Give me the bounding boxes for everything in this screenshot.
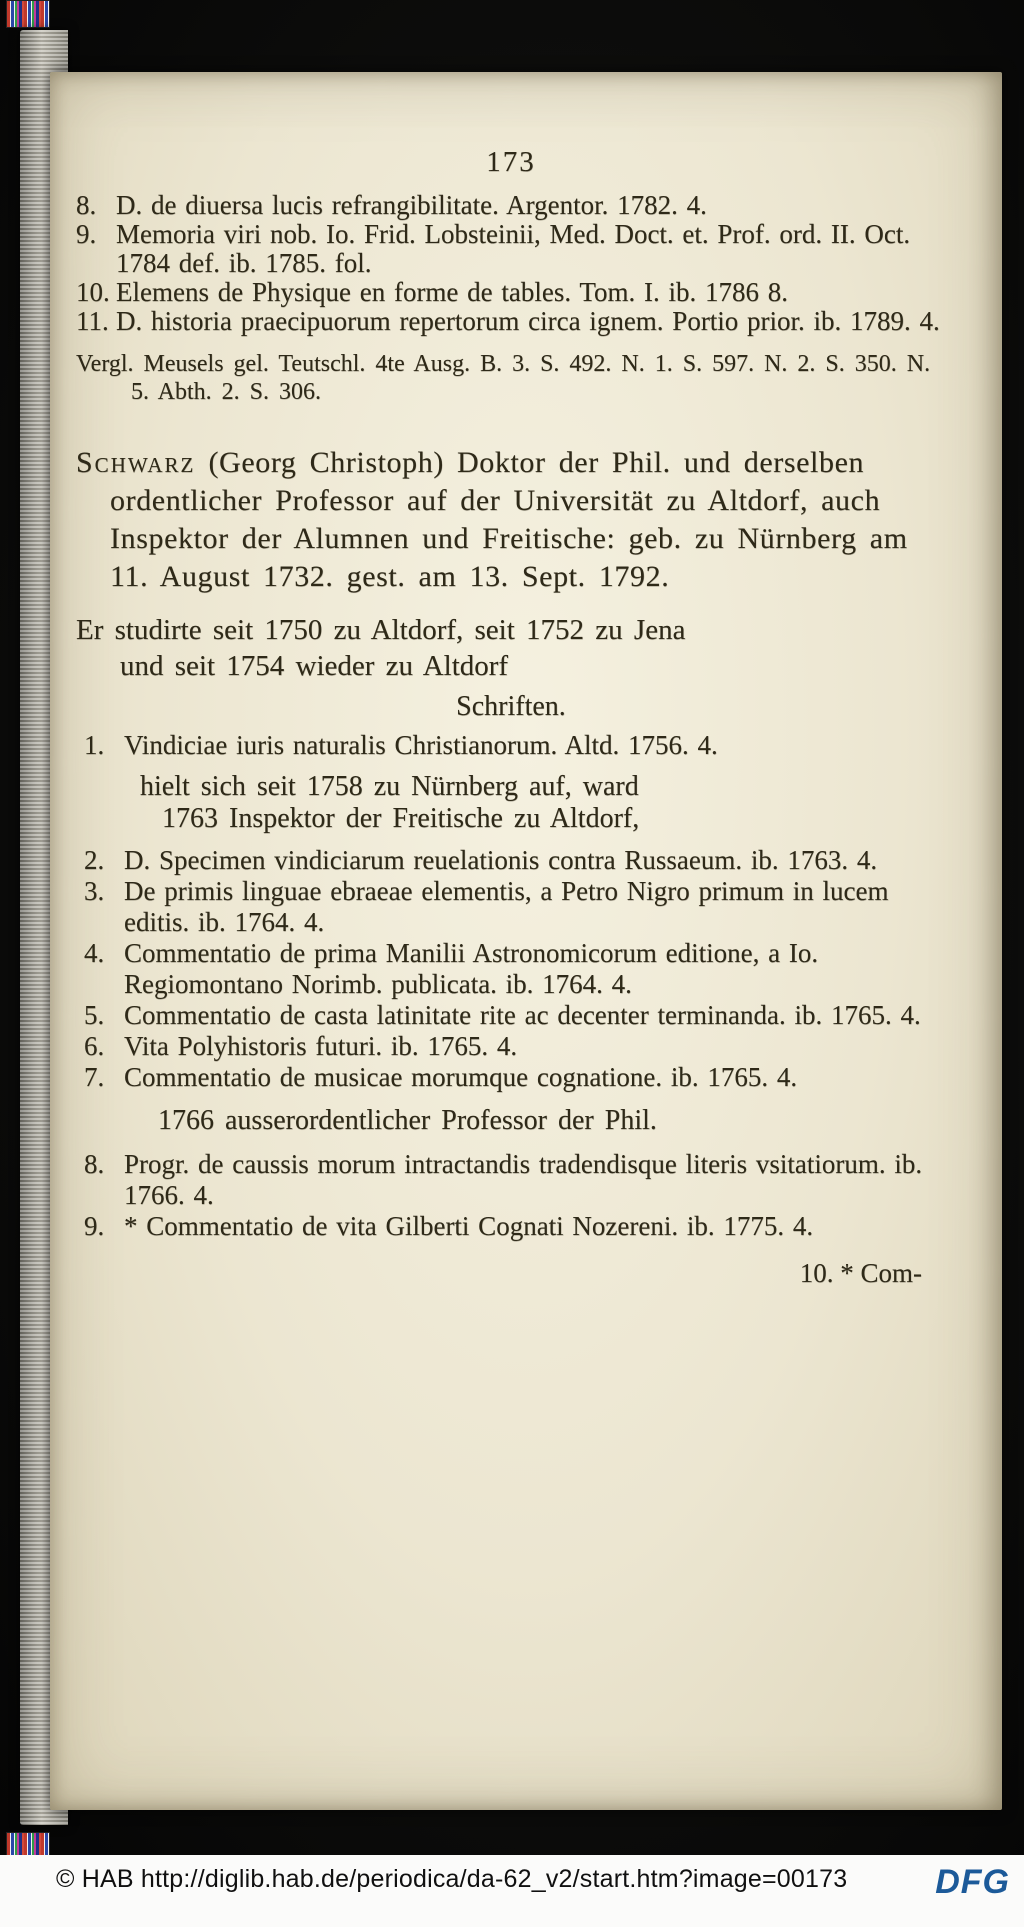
- entry-number: 11.: [76, 306, 109, 336]
- author-name: Schwarz: [76, 446, 196, 479]
- bibliography-entry: [76, 220, 946, 278]
- work-number: 8.: [84, 1149, 105, 1179]
- bibliography-entries-top: [76, 191, 946, 336]
- biography-inline-note-2: 1766 ausserordentlicher Professor der Phil.: [158, 1105, 657, 1136]
- work-entry: [84, 1062, 946, 1093]
- biography-line: und seit 1754 wieder zu Altdorf: [120, 650, 509, 682]
- biography-inline-note: [84, 771, 946, 835]
- dfg-logo: DFG: [935, 1863, 1010, 1901]
- biography: [76, 612, 946, 684]
- work-entry: [84, 1211, 946, 1242]
- scanned-page: [50, 72, 1002, 1810]
- inline-note-line: hielt sich seit 1758 zu Nürnberg auf, ward: [140, 771, 639, 802]
- work-entry: [84, 1031, 946, 1062]
- entry-text: D. de diuersa lucis refrangibilitate. Argentor. 1782. 4.: [116, 190, 707, 220]
- work-text: * Commentatio de vita Gilberti Cognati Nozereni. ib. 1775. 4.: [124, 1211, 814, 1241]
- copyright-text: © HAB http://diglib.hab.de/periodica/da-62_v2/start.htm?image=00173: [56, 1865, 848, 1893]
- work-text: Vindiciae iuris naturalis Christianorum. Altd. 1756. 4.: [124, 730, 718, 760]
- bibliography-entry: [76, 278, 946, 307]
- work-text: Commentatio de casta latinitate rite ac decenter terminanda. ib. 1765. 4.: [124, 1000, 921, 1030]
- entry-text: D. historia praecipuorum repertorum circa ignem. Portio prior. ib. 1789. 4.: [116, 306, 940, 336]
- entry-text: Memoria viri nob. Io. Frid. Lobsteinii, Med. Doct. et. Prof. ord. II. Oct. 1784 def. ib. 1785. fol.: [116, 219, 911, 278]
- entry-number: 10.: [76, 277, 110, 307]
- work-entry: [84, 1000, 946, 1031]
- work-number: 1.: [84, 730, 105, 760]
- bibliography-entry: [76, 191, 946, 220]
- cross-reference-note: Vergl. Meusels gel. Teutschl. 4te Ausg. B. 3. S. 492. N. 1. S. 597. N. 2. S. 350. N. 5. Abth. 2. S. 306.: [76, 351, 931, 405]
- work-text: Progr. de caussis morum intractandis tradendisque literis vsitatiorum. ib. 1766. 4.: [124, 1149, 923, 1210]
- work-text: Commentatio de musicae morumque cognatione. ib. 1765. 4.: [124, 1062, 798, 1092]
- section-heading: Schriften.: [456, 691, 566, 722]
- work-entry: [84, 845, 946, 876]
- works-list: [76, 730, 946, 1242]
- work-number: 3.: [84, 876, 105, 906]
- work-number: 5.: [84, 1000, 105, 1030]
- bibliography-entry: [76, 307, 946, 336]
- work-text: Vita Polyhistoris futuri. ib. 1765. 4.: [124, 1031, 518, 1061]
- entry-text: Elemens de Physique en forme de tables. Tom. I. ib. 1786 8.: [116, 277, 788, 307]
- work-text: D. Specimen vindiciarum reuelationis contra Russaeum. ib. 1763. 4.: [124, 845, 878, 875]
- entry-number: 9.: [76, 219, 97, 249]
- author-heading: [76, 444, 946, 596]
- work-number: 2.: [84, 845, 105, 875]
- author-heading-text: (Georg Christoph) Doktor der Phil. und derselben ordentlicher Professor auf der Universität zu Altdorf, auch Inspektor der Alumnen und Freitische: geb. zu Nürnberg am 11. August 1732. gest. am 13. Sept. 1792.: [110, 446, 908, 593]
- work-entry: [84, 876, 946, 938]
- work-number: 9.: [84, 1211, 105, 1241]
- page-content: [50, 72, 1002, 1289]
- footer-bar: [0, 1855, 1024, 1927]
- inline-note-line: 1763 Inspektor der Freitische zu Altdorf,: [162, 803, 640, 834]
- work-entry: [84, 938, 946, 1000]
- work-text: De primis linguae ebraeae elementis, a Petro Nigro primum in lucem editis. ib. 1764. 4.: [124, 876, 889, 937]
- color-calibration-barcode-top: [6, 0, 50, 28]
- work-number: 6.: [84, 1031, 105, 1061]
- biography-line: Er studirte seit 1750 zu Altdorf, seit 1752 zu Jena: [76, 614, 686, 646]
- work-number: 7.: [84, 1062, 105, 1092]
- catchword: 10. * Com-: [799, 1258, 922, 1288]
- work-entry: [84, 730, 946, 761]
- page-number: 173: [486, 146, 536, 178]
- work-text: Commentatio de prima Manilii Astronomicorum editione, a Io. Regiomontano Norimb. publicata. ib. 1764. 4.: [124, 938, 819, 999]
- entry-number: 8.: [76, 190, 97, 220]
- work-entry: [84, 1149, 946, 1211]
- work-number: 4.: [84, 938, 105, 968]
